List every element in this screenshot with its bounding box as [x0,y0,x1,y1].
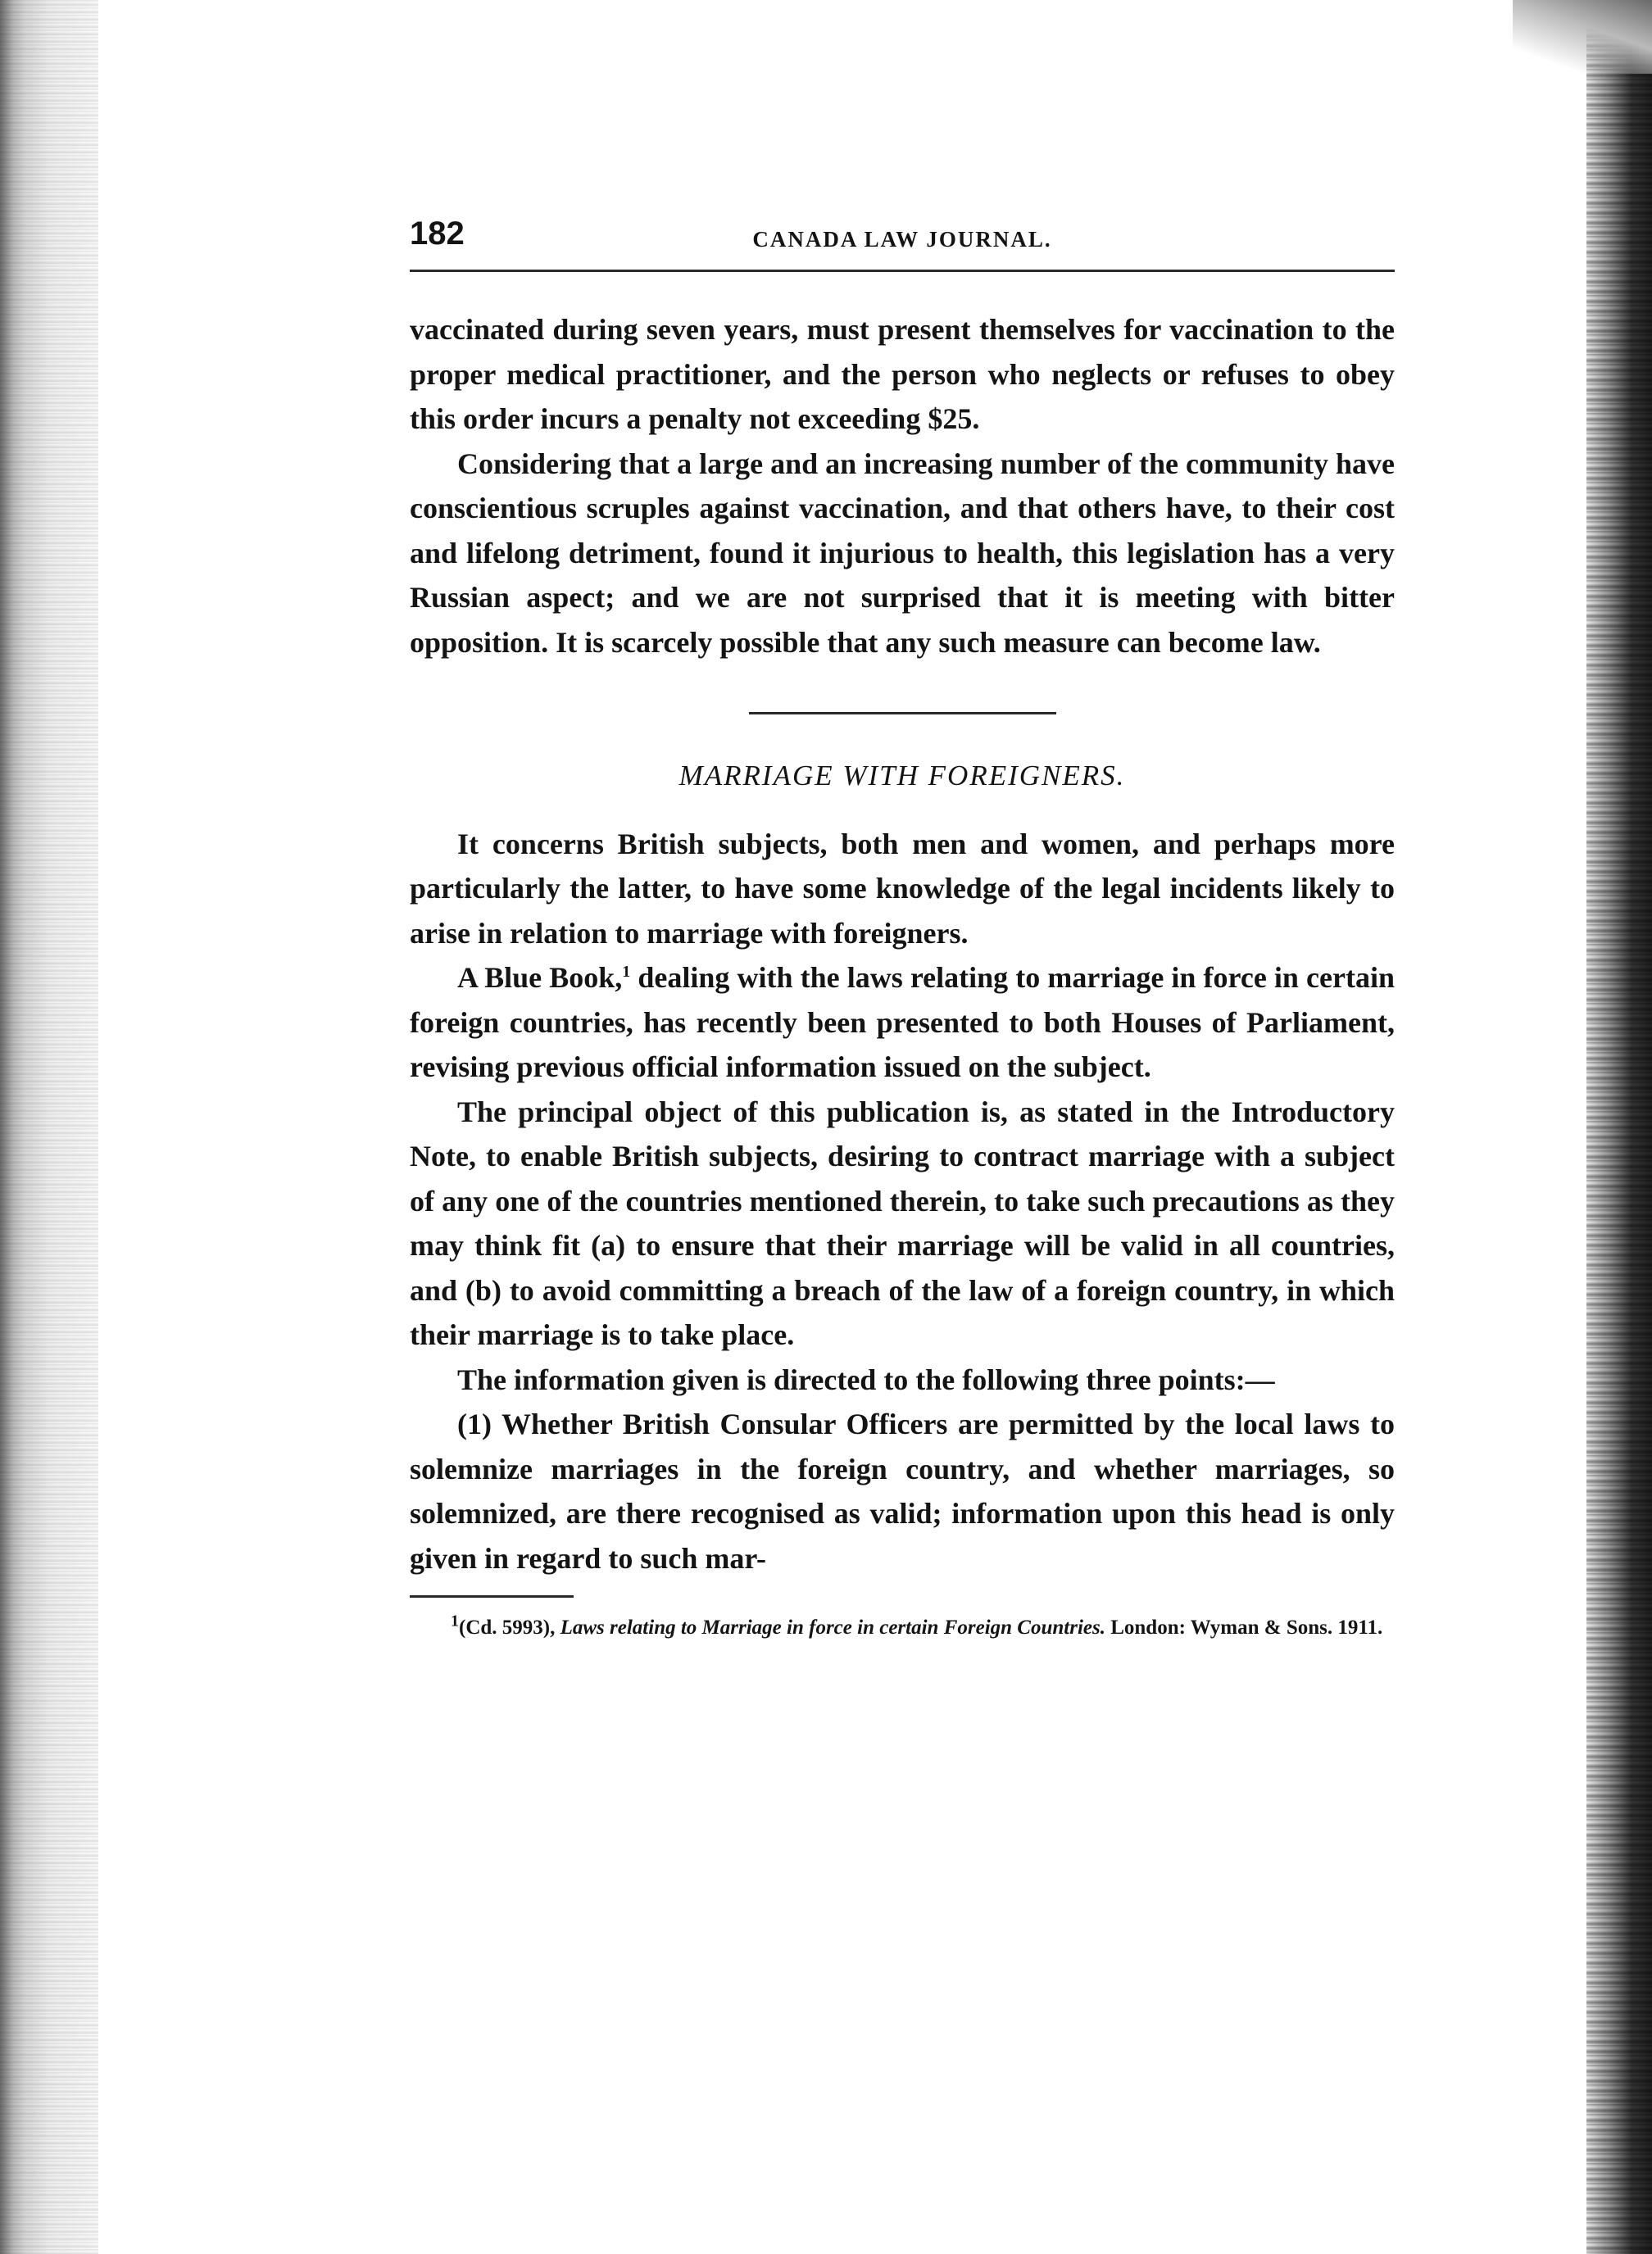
paragraph-three-points: The information given is directed to the following three points:— [457,1363,1275,1396]
section-heading: MARRIAGE WITH FOREIGNERS. [678,760,1126,791]
running-head [410,209,1395,266]
footnote-ref: (Cd. 5993), [459,1617,560,1639]
scan-corner-shadow [1513,0,1652,74]
paragraph-intro: It concerns British subjects, both men and women, and perhaps more particularly the latter, to have some knowledge of the legal incidents likely to arise in relation to marriage with foreigners. [410,827,1395,950]
paragraph-vaccination-opinion: Considering that a large and an increasing number of the community have conscientious scruples against vaccination, and that others have, to their cost and lifelong detriment, found it injurious to health, this legislation has a very Russian aspect; and we are not surprised that it is meeting with bitter opposition. It is scarcely possible that any such measure can become law. [410,447,1395,659]
page-number: 182 [410,215,465,252]
section-body [410,822,1395,1581]
paragraph-principal-object: The principal object of this publication is, as stated in the Introductory Note, to enable British subjects, desiring to contract marriage with a subject of any one of the countries mentioned therein, to take such precautions as they may think fit (a) to ensure that their marriage will be valid in all countries, and (b) to avoid committing a breach of the law of a foreign country, in which their marriage is to take place. [410,1095,1395,1351]
scan-binding-shadow-left [0,0,98,2254]
footnote-title: Laws relating to Marriage in force in certain Foreign Countries. [560,1617,1105,1639]
paragraph-blue-book [410,955,1395,1090]
scan-binding-shadow-right [1586,0,1652,2254]
article-body [410,307,1395,1581]
footnote-reference: 1 [622,963,631,981]
footnote-rule [410,1595,574,1598]
blue-book-text-rest: dealing with the laws relating to marriage in force in certain foreign countries, has recently been presented to both Houses of Parliament, revising previous official information issued on the subject. [410,961,1395,1083]
header-rule [410,270,1395,272]
footnote [410,1612,1395,1640]
book-page [410,209,1395,1640]
paragraph-point-one: (1) Whether British Consular Officers are permitted by the local laws to solemnize marriages in the foreign country, and whether marriages, so solemnized, are there recognised as valid; information upon this head is only given in regard to such mar- [410,1408,1395,1575]
footnote-marker: 1 [451,1612,459,1630]
blue-book-text-start: A Blue Book, [457,961,623,994]
paragraph-continued: vaccinated during seven years, must present themselves for vaccination to the proper medical practitioner, and the person who neglects or refuses to obey this order incurs a penalty not exceeding $25. [410,313,1395,435]
section-divider [749,712,1056,714]
journal-title: CANADA LAW JOURNAL. [752,227,1052,252]
footnote-publisher: London: Wyman & Sons. 1911. [1105,1617,1383,1639]
